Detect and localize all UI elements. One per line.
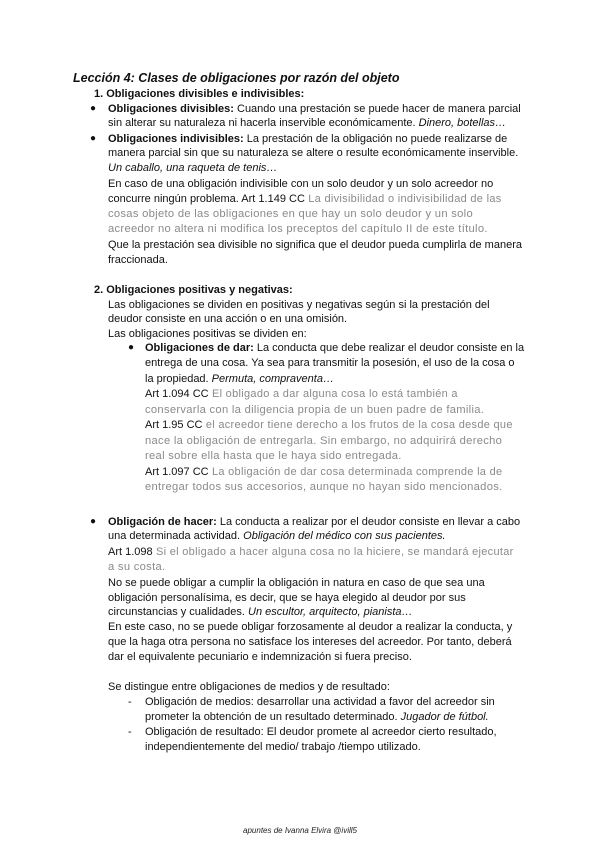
indivisibles-text-1: La prestación de la obligación no puede realizarse de — [243, 133, 508, 145]
medios-text-2: prometer la obtención de un resultado determinado. — [145, 711, 398, 723]
art-1097-line-2: entregar todos sus accesorios, aunque no hayan sido mencionados. — [145, 481, 503, 493]
divisibles-example: Dinero, botellas… — [415, 117, 507, 129]
section-1-heading: 1. Obligaciones divisibles e indivisibles: — [94, 88, 305, 100]
art-1097-line-1 — [145, 465, 502, 479]
section-2-line-1: Las obligaciones se dividen en positivas y negativas según si la prestación del — [108, 299, 490, 311]
art-1095-ref: Art 1.95 CC — [145, 419, 203, 431]
art-1097-quote-1: La obligación de dar cosa determinada comprende la de — [208, 466, 503, 478]
indivisibles-example: Un caballo, una raqueta de tenis… — [108, 162, 278, 174]
art-1094-ref: Art 1.094 CC — [145, 388, 209, 400]
indivisibles-line-6: fraccionada. — [108, 254, 168, 266]
hacer-example-2: Un escultor, arquitecto, pianista… — [244, 606, 413, 618]
hacer-line-7: que la haga otra persona no satisface los intereses del acreedor. Por tanto, deberá — [108, 636, 512, 648]
dar-line-3 — [145, 372, 334, 386]
medios-line-1: Obligación de medios: desarrollar una actividad a favor del acreedor sin — [145, 696, 495, 708]
medios-line-2 — [145, 710, 489, 724]
hacer-line-8: dar el equivalente pecuniario e indemnización si fuera preciso. — [108, 651, 412, 663]
hacer-text-1: La conducta a realizar por el deudor consiste en llevar a cabo — [216, 516, 521, 528]
indivisibles-line-4 — [108, 192, 502, 206]
page-footer: apuntes de Ivanna Elvira @ivill5 — [243, 826, 357, 835]
art-1097-ref: Art 1.097 CC — [145, 466, 209, 478]
art-1094-line-2: conservarla con la diligencia propia de un buen padre de familia. — [145, 404, 485, 416]
art-1149-quote-3: acreedor no altera ni modifica los preceptos del capítulo II de este título. — [108, 223, 488, 235]
bullet-icon: ● — [90, 133, 97, 144]
dar-term: Obligaciones de dar: — [145, 342, 254, 354]
bullet-icon: ● — [128, 342, 135, 353]
art-1098-line-2: a su costa. — [108, 561, 166, 573]
art-1094-quote-1: El obligado a dar alguna cosa lo está también a — [208, 388, 458, 400]
art-1149-ref: concurre ningún problema. Art 1.149 CC — [108, 193, 305, 205]
hacer-line-5 — [108, 605, 413, 619]
indivisibles-line-5: Que la prestación sea divisible no significa que el deudor pueda cumplirla de manera — [108, 239, 522, 251]
divisibles-term: Obligaciones divisibles: — [108, 103, 234, 115]
resultado-line-2: independientemente del medio/ trabajo /tiempo utilizado. — [145, 741, 421, 753]
hacer-text-2: una determinada actividad. — [108, 530, 241, 542]
resultado-line-1: Obligación de resultado: El deudor promete al acreedor cierto resultado, — [145, 726, 497, 738]
art-1095-line-1 — [145, 418, 513, 432]
dar-line-2: entrega de una cosa. Ya sea para transmitir la posesión, el uso de la cosa o — [145, 357, 515, 369]
art-1095-quote-1: el acreedor tiene derecho a los frutos de la cosa desde que — [202, 419, 513, 431]
art-1098-quote-1: Si el obligado a hacer alguna cosa no la hiciere, se mandará ejecutar — [152, 546, 514, 558]
hacer-text-5: circunstancias y cualidades. — [108, 606, 245, 618]
dar-text-3: la propiedad. — [145, 373, 209, 385]
indivisibles-term: Obligaciones indivisibles: — [108, 133, 244, 145]
bullet-icon: ● — [90, 103, 97, 114]
art-1098-ref: Art 1.098 — [108, 546, 153, 558]
hacer-term: Obligación de hacer: — [108, 516, 217, 528]
indivisibles-line-1 — [108, 132, 507, 146]
divisibles-text-1: Cuando una prestación se puede hacer de manera parcial — [233, 103, 521, 115]
bullet-icon: ● — [90, 516, 97, 527]
indivisibles-line-3: En caso de una obligación indivisible con un solo deudor y un solo acreedor no — [108, 178, 494, 190]
dar-example: Permuta, compraventa… — [208, 373, 334, 385]
hacer-line-6: En este caso, no se puede obligar forzosamente al deudor a realizar la conducta, y — [108, 621, 513, 633]
dar-line-1 — [145, 341, 524, 355]
art-1149-quote-2: cosas objeto de las obligaciones en que hay un solo deudor y un solo — [108, 208, 473, 220]
dar-text-1: La conducta que debe realizar el deudor consiste en la — [253, 342, 525, 354]
hacer-example: Obligación del médico con sus pacientes. — [240, 530, 446, 542]
art-1095-line-3: real sobre ella hasta que le haya sido entregada. — [145, 450, 402, 462]
dash-bullet: - — [128, 696, 132, 708]
section-2-line-2: deudor consiste en una acción o en una omisión. — [108, 313, 348, 325]
section-2-heading: 2. Obligaciones positivas y negativas: — [94, 284, 293, 296]
indivisibles-line-2: manera parcial sin que su naturaleza se altere o resulte económicamente inservible. — [108, 147, 519, 159]
art-1094-line-1 — [145, 387, 458, 401]
art-1149-quote-1: La divisibilidad o indivisibilidad de las — [304, 193, 502, 205]
page-title: Lección 4: Clases de obligaciones por razón del objeto — [73, 71, 400, 85]
medios-intro: Se distingue entre obligaciones de medios y de resultado: — [108, 681, 390, 693]
divisibles-text-2: sin alterar su naturaleza ni hacerla inservible económicamente. — [108, 117, 416, 129]
divisibles-line-1 — [108, 102, 521, 116]
dash-bullet: - — [128, 726, 132, 738]
hacer-line-3: No se puede obligar a cumplir la obligación in natura en caso de que sea una — [108, 577, 485, 589]
divisibles-line-2 — [108, 116, 506, 130]
art-1095-line-2: nace la obligación de entregarla. Sin embargo, no adquirirá derecho — [145, 435, 503, 447]
art-1098-line-1 — [108, 545, 514, 559]
hacer-line-4: obligación personalísima, es decir, que se haya elegido al deudor por sus — [108, 592, 466, 604]
hacer-line-1 — [108, 515, 520, 529]
medios-example: Jugador de fútbol. — [397, 711, 489, 723]
hacer-line-2 — [108, 529, 446, 543]
section-2-line-3: Las obligaciones positivas se dividen en: — [108, 328, 307, 340]
